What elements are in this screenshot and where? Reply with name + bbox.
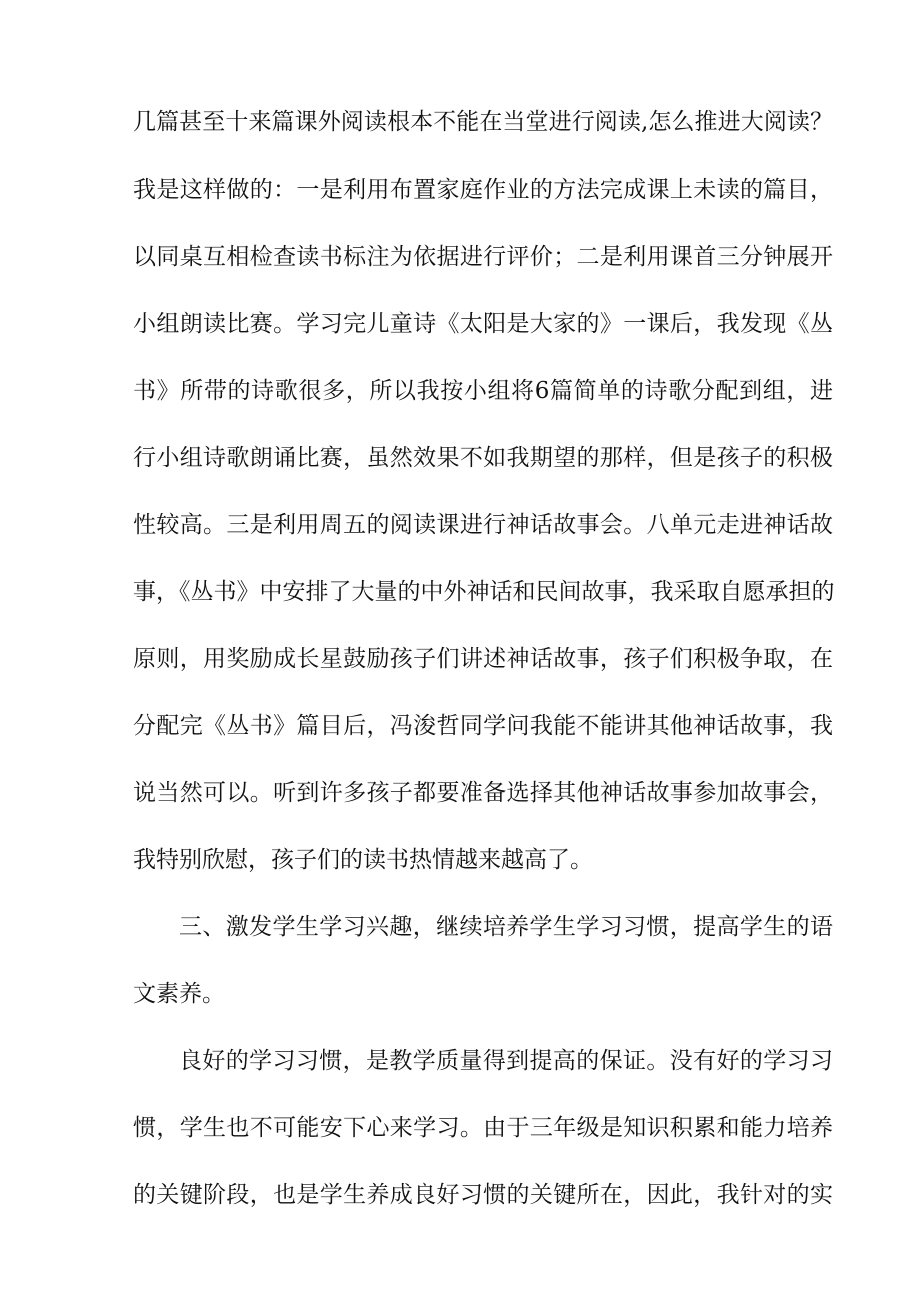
text-line-3: 以同桌互相检查读书标注为依据进行评价；二是利用课首三分钟展开 <box>133 244 833 270</box>
text-line-16: 惯，学生也不可能安下心来学习。由于三年级是知识积累和能力培养 <box>133 1115 833 1141</box>
text-line-1: 几篇甚至十来篇课外阅读根本不能在当堂进行阅读,怎么推进大阅读？ <box>133 109 833 135</box>
text-line-8: 事，《丛书》中安排了大量的中外神话和民间故事，我采取自愿承担的 <box>133 579 835 605</box>
text-line-10: 分配完《丛书》篇目后，冯浚哲同学问我能不能讲其他神话故事，我 <box>133 713 833 739</box>
text-line-9: 原则，用奖励成长星鼓励孩子们讲述神话故事，孩子们积极争取，在 <box>133 646 833 672</box>
text-line-5: 书》所带的诗歌很多，所以我按小组将6篇简单的诗歌分配到组，进 <box>133 378 833 404</box>
section-heading-line-1: 三、激发学生学习兴趣，继续培养学生学习习惯，提高学生的语 <box>179 914 833 940</box>
text-line-12: 我特别欣慰，孩子们的读书热情越来越高了。 <box>133 847 593 873</box>
text-line-11: 说当然可以。听到许多孩子都要准备选择其他神话故事参加故事会， <box>133 780 833 806</box>
text-line-15: 良好的学习习惯，是教学质量得到提高的保证。没有好的学习习 <box>179 1048 833 1074</box>
text-line-2: 我是这样做的：一是利用布置家庭作业的方法完成课上未读的篇目， <box>133 177 833 203</box>
section-heading-line-2: 文素养。 <box>133 981 225 1007</box>
text-line-17: 的关键阶段，也是学生养成良好习惯的关键所在，因此，我针对的实 <box>133 1182 833 1208</box>
text-line-6: 行小组诗歌朗诵比赛，虽然效果不如我期望的那样，但是孩子的积极 <box>133 445 833 471</box>
text-line-7: 性较高。三是利用周五的阅读课进行神话故事会。八单元走进神话故 <box>133 512 833 538</box>
text-line-4: 小组朗读比赛。学习完儿童诗《太阳是大家的》一课后，我发现《丛 <box>133 311 833 337</box>
